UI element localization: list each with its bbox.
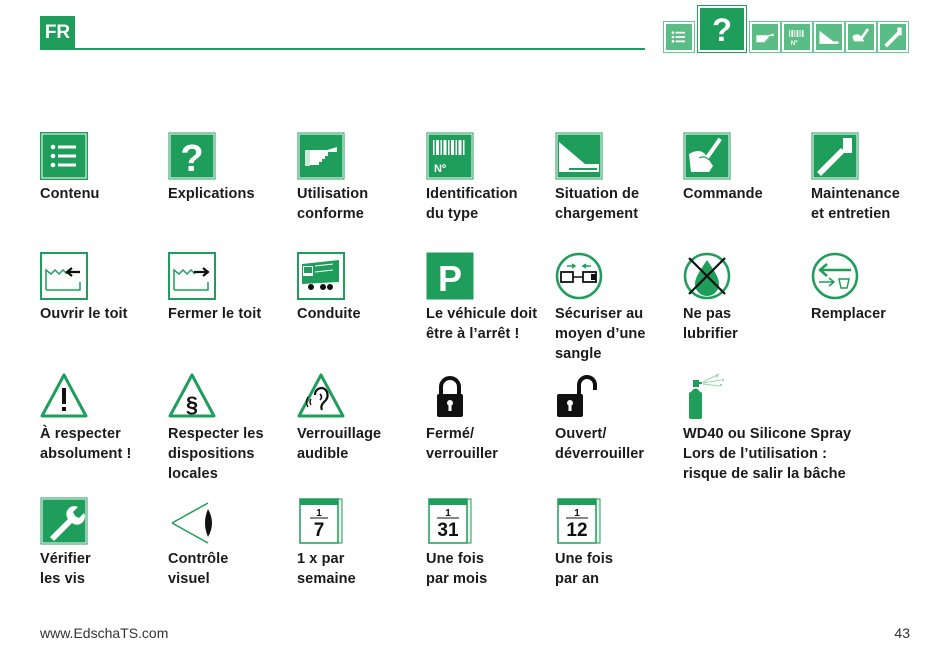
- symbol-visuel: [168, 497, 292, 589]
- symbol-ouvert: [555, 372, 679, 464]
- svg-text:7: 7: [313, 520, 325, 541]
- symbol-label: Respecter les dispositions locales: [168, 426, 264, 482]
- symbol-label: Commande: [683, 186, 763, 202]
- header-rule: [75, 48, 645, 50]
- question-icon: [700, 8, 744, 50]
- symbol-label: Utilisation conforme: [297, 186, 369, 222]
- calendar-month-icon: [426, 497, 474, 545]
- symbol-label: Ouvrir le toit: [40, 306, 128, 322]
- list-icon: [40, 132, 88, 180]
- symbol-chargement: [555, 132, 679, 224]
- symbol-sangle: [555, 252, 679, 364]
- symbol-lubrifier: [683, 252, 807, 344]
- nav-loading[interactable]: [814, 22, 844, 52]
- svg-text:Nº: Nº: [434, 163, 446, 175]
- symbol-label: Fermer le toit: [168, 306, 262, 322]
- type-plate-icon: [784, 24, 810, 50]
- maintenance-icon: [811, 132, 859, 180]
- open-roof-icon: [40, 252, 88, 300]
- symbol-maintenance: [811, 132, 935, 224]
- symbol-label: Remplacer: [811, 306, 887, 322]
- no-lubricate-icon: [683, 252, 731, 300]
- paragraph-warning-icon: [168, 372, 216, 420]
- spray-can-icon: [683, 372, 731, 420]
- svg-text:?: ?: [711, 10, 733, 48]
- symbol-label: Identification du type: [426, 186, 518, 222]
- section-nav: [664, 6, 914, 54]
- warning-icon: [40, 372, 88, 420]
- symbol-label: Une fois par mois: [426, 551, 488, 587]
- symbol-ferme: [426, 372, 550, 464]
- symbol-label: Sécuriser au moyen d’une sangle: [555, 306, 646, 362]
- loading-icon: [555, 132, 603, 180]
- svg-text:31: 31: [437, 520, 459, 541]
- symbol-dispositions: [168, 372, 292, 484]
- calendar-week-icon: [297, 497, 345, 545]
- svg-text:Nº: Nº: [790, 40, 798, 47]
- svg-text:1: 1: [574, 508, 580, 519]
- strap-icon: [555, 252, 603, 300]
- symbol-spray: [683, 372, 913, 484]
- pointing-hand-icon: [297, 132, 345, 180]
- symbol-an: [555, 497, 679, 589]
- symbol-label: Vérifier les vis: [40, 551, 91, 587]
- symbol-label: Conduite: [297, 306, 361, 322]
- nav-intended-use[interactable]: [750, 22, 780, 52]
- footer-url[interactable]: www.EdschaTS.com: [40, 625, 169, 641]
- replace-icon: [811, 252, 859, 300]
- nav-type-identification[interactable]: [782, 22, 812, 52]
- symbol-label: Verrouillage audible: [297, 426, 382, 462]
- symbol-mois: [426, 497, 550, 589]
- nav-contents[interactable]: [664, 22, 694, 52]
- symbol-semaine: [297, 497, 421, 589]
- symbol-ouvrir-toit: [40, 252, 164, 324]
- parking-icon: [426, 252, 474, 300]
- symbol-label: Une fois par an: [555, 551, 613, 587]
- close-roof-icon: [168, 252, 216, 300]
- hand-lever-icon: [848, 24, 874, 50]
- symbol-label: WD40 ou Silicone Spray Lors de l’utilisation : risque de salir la bâche: [683, 426, 852, 482]
- symbol-audible: [297, 372, 421, 464]
- calendar-year-icon: [555, 497, 603, 545]
- symbol-remplacer: [811, 252, 935, 324]
- hand-lever-icon: [683, 132, 731, 180]
- question-icon: [168, 132, 216, 180]
- symbol-commande: [683, 132, 807, 204]
- symbol-label: Situation de chargement: [555, 186, 640, 222]
- symbol-label: Contrôle visuel: [168, 551, 229, 587]
- symbol-label: 1 x par semaine: [297, 551, 356, 587]
- symbol-label: Fermé/ verrouiller: [426, 426, 499, 462]
- symbol-respecter: [40, 372, 164, 464]
- svg-text:?: ?: [180, 138, 204, 180]
- symbol-contenu: [40, 132, 164, 204]
- symbol-label: Maintenance et entretien: [811, 186, 900, 222]
- wrench-icon: [40, 497, 88, 545]
- nav-operation[interactable]: [846, 22, 876, 52]
- symbol-label: Le véhicule doit être à l’arrêt !: [426, 306, 538, 342]
- symbol-utilisation: [297, 132, 421, 224]
- eye-icon: [168, 497, 216, 545]
- symbol-conduite: [297, 252, 421, 324]
- svg-text:12: 12: [566, 520, 588, 541]
- pointing-hand-icon: [752, 24, 778, 50]
- svg-text:§: §: [185, 392, 199, 417]
- svg-text:1: 1: [445, 508, 451, 519]
- language-tag: FR: [40, 16, 75, 50]
- symbol-arret: [426, 252, 550, 344]
- svg-text:P: P: [437, 258, 463, 299]
- loading-icon: [816, 24, 842, 50]
- symbol-label: Ouvert/ déverrouiller: [555, 426, 645, 462]
- truck-icon: [297, 252, 345, 300]
- type-plate-icon: [426, 132, 474, 180]
- symbol-label: Contenu: [40, 186, 100, 202]
- symbol-identification: [426, 132, 550, 224]
- symbol-vis: [40, 497, 164, 589]
- lock-closed-icon: [426, 372, 474, 420]
- symbol-label: À respecter absolument !: [40, 426, 132, 462]
- lock-open-icon: [555, 372, 603, 420]
- maintenance-icon: [880, 24, 906, 50]
- symbol-label: Ne pas lubrifier: [683, 306, 738, 342]
- symbol-fermer-toit: [168, 252, 292, 324]
- page-number: 43: [894, 625, 910, 641]
- symbol-label: Explications: [168, 186, 255, 202]
- list-icon: [666, 24, 692, 50]
- nav-explanations[interactable]: [698, 6, 746, 52]
- ear-icon: [297, 372, 345, 420]
- nav-maintenance[interactable]: [878, 22, 908, 52]
- symbol-explications: [168, 132, 292, 204]
- svg-text:1: 1: [316, 508, 322, 519]
